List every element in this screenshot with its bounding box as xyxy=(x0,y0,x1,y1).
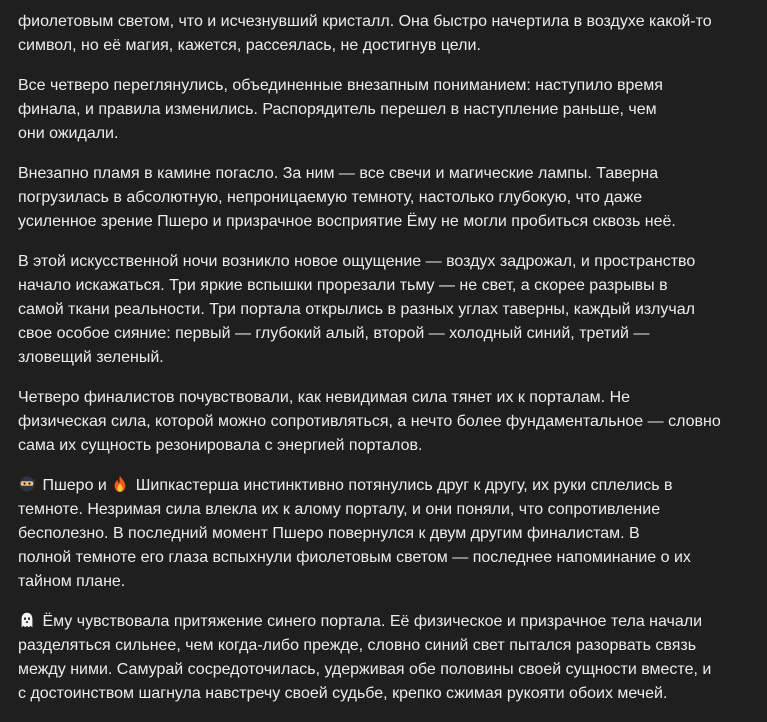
paragraph-7 xyxy=(18,610,748,706)
paragraph-6 xyxy=(18,474,748,594)
paragraph-5 xyxy=(18,386,748,458)
line: фиолетовым светом, что и исчезнувший кристалл. Она быстро начертила в воздухе какой-то xyxy=(18,13,712,30)
line: Внезапно пламя в камине погасло. За ним — все свечи и магические лампы. Таверна xyxy=(18,165,659,182)
line: разделяться сильнее, чем когда-либо прежде, словно синий свет пытался разорвать связь xyxy=(18,637,697,654)
line: бесполезно. В последний момент Пшеро повернулся к двум другим финалистам. В xyxy=(18,525,640,542)
paragraph-4 xyxy=(18,250,748,370)
line: полной темноте его глаза вспыхнули фиолетовым светом — последнее напоминание о их xyxy=(18,549,691,566)
line: Ёму чувствовала притяжение синего портала. Её физическое и призрачное тела начали xyxy=(38,613,703,630)
line: с достоинством шагнула навстречу своей судьбе, крепко сжимая рукояти обоих мечей. xyxy=(18,685,668,702)
paragraph-2 xyxy=(18,74,748,146)
line: между ними. Самурай сосредоточилась, удерживая обе половины своей сущности вместе, и xyxy=(18,661,712,678)
line: Все четверо переглянулись, объединенные внезапным пониманием: наступило время xyxy=(18,77,663,94)
line: Четверо финалистов почувствовали, как невидимая сила тянет их к порталам. Не xyxy=(18,389,631,406)
paragraph-3 xyxy=(18,162,748,234)
line: начало искажаться. Три яркие вспышки прорезали тьму — не свет, а скорее разрывы в xyxy=(18,277,668,294)
line: Шипкастерша инстинктивно потянулись друг к другу, их руки сплелись в xyxy=(131,477,673,494)
ninja-icon xyxy=(18,475,36,493)
line: свое особое сияние: первый — глубокий алый, второй — холодный синий, третий — xyxy=(18,325,650,342)
line: темноте. Незримая сила влекла их к алому порталу, и они поняли, что сопротивление xyxy=(18,501,661,518)
line: В этой искусственной ночи возникло новое ощущение — воздух задрожал, и пространство xyxy=(18,253,696,270)
line: зловещий зеленый. xyxy=(18,349,164,366)
line: физическая сила, которой можно сопротивляться, а нечто более фундаментальное — словно xyxy=(18,413,721,430)
line: символ, но её магия, кажется, рассеялась, не достигнув цели. xyxy=(18,37,481,54)
line: они ожидали. xyxy=(18,125,119,142)
line: погрузилась в абсолютную, непроницаемую темноту, настолько глубокую, что даже xyxy=(18,189,643,206)
line: самой ткани реальности. Три портала открылись в разных углах таверны, каждый излучал xyxy=(18,301,695,318)
line: сама их сущность резонировала с энергией порталов. xyxy=(18,437,423,454)
ghost-icon xyxy=(18,611,36,629)
paragraph-1 xyxy=(18,10,748,58)
story-text xyxy=(18,10,748,722)
line: тайном плане. xyxy=(18,573,126,590)
line: финала, и правила изменились. Распорядитель перешел в наступление раньше, чем xyxy=(18,101,657,118)
fire-icon xyxy=(111,475,129,493)
line: Пшеро и xyxy=(38,477,112,494)
line: усиленное зрение Пшеро и призрачное восприятие Ёму не могли пробиться сквозь неё. xyxy=(18,213,676,230)
